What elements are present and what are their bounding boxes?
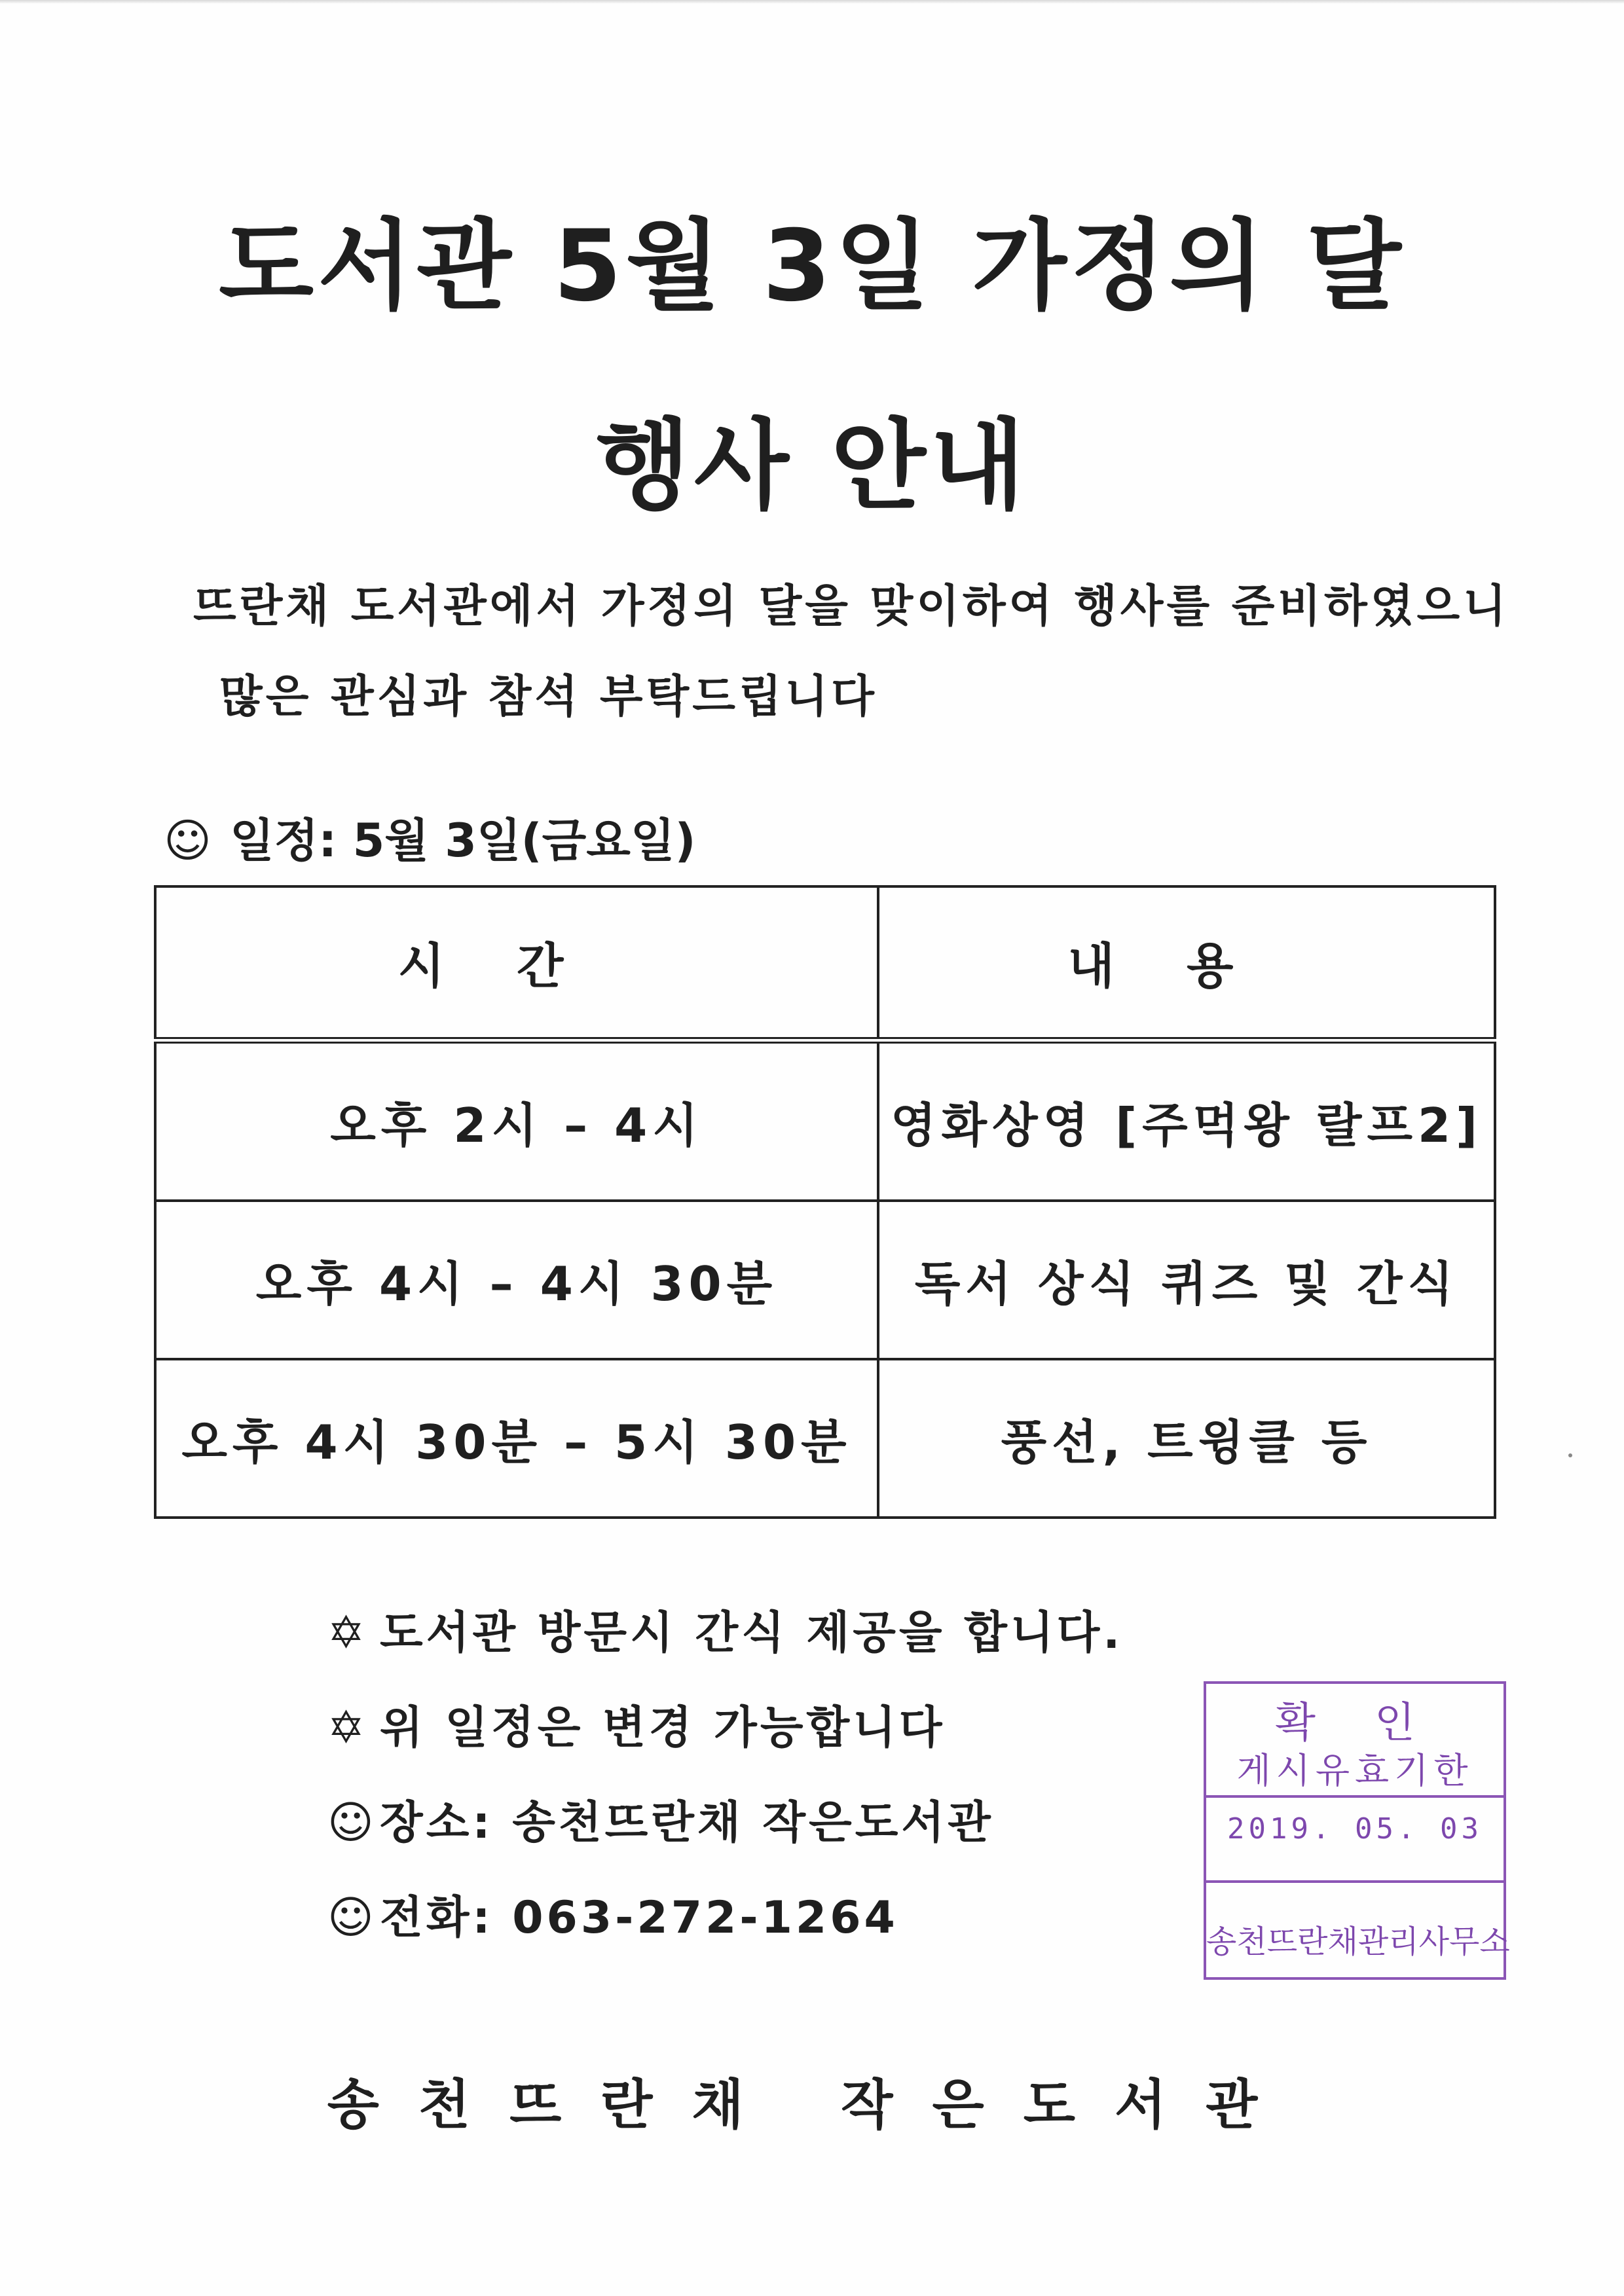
intro-line-1: 뜨란채 도서관에서 가정의 달을 맞이하여 행사를 준비하였으니 <box>193 581 1509 632</box>
scan-speck <box>1568 1453 1572 1457</box>
stamp-divider <box>1206 1795 1504 1798</box>
intro-line-2: 많은 관심과 참석 부탁드립니다 <box>219 671 877 723</box>
event-table <box>154 885 1496 1519</box>
note-text: 전화: 063-272-1264 <box>380 1892 898 1944</box>
title-line-1: 도서관 5월 3일 가정의 달 <box>219 210 1405 323</box>
table-row <box>155 1201 1495 1359</box>
note-snack <box>327 1597 1123 1692</box>
stamp-confirm: 확인 <box>1275 1699 1474 1747</box>
notes-list <box>327 1597 1123 1977</box>
smiley-icon: ☺ <box>327 1797 374 1849</box>
row-3-content: 풍선, 트윙클 등 <box>878 1359 1495 1518</box>
note-location <box>327 1787 1123 1882</box>
star-of-david-icon: ✡ <box>327 1607 365 1659</box>
approval-stamp <box>1204 1681 1510 1980</box>
title-line-2: 행사 안내 <box>595 409 1029 523</box>
star-of-david-icon: ✡ <box>327 1702 365 1754</box>
schedule-line <box>164 804 695 870</box>
header-content: 내용 <box>878 886 1495 1040</box>
scan-edge <box>0 0 1624 4</box>
smiley-icon: ☺ <box>164 814 212 867</box>
stamp-posting-period: 게시유효기한 <box>1236 1750 1473 1791</box>
note-text: 장소: 송천뜨란채 작은도서관 <box>380 1797 994 1849</box>
table-row <box>155 1040 1495 1201</box>
note-phone <box>327 1882 1123 1977</box>
note-schedule-change <box>327 1692 1123 1787</box>
smiley-icon: ☺ <box>327 1892 374 1944</box>
row-3-time: 오후 4시 30분 – 5시 30분 <box>155 1359 878 1518</box>
footer-signature: 송천뜨란채 작은도서관 <box>327 2074 1297 2136</box>
row-1-time: 오후 2시 – 4시 <box>155 1040 878 1201</box>
table-header-row <box>155 886 1495 1040</box>
row-2-content: 독서 상식 퀴즈 및 간식 <box>878 1201 1495 1359</box>
schedule-text: 일정: 5월 3일(금요일) <box>229 814 696 867</box>
header-time: 시간 <box>155 886 878 1040</box>
row-2-time: 오후 4시 – 4시 30분 <box>155 1201 878 1359</box>
note-text: 도서관 방문시 간식 제공을 합니다. <box>380 1607 1124 1659</box>
table-row <box>155 1359 1495 1518</box>
stamp-office: 송천뜨란채관리사무소 <box>1206 1923 1510 1960</box>
stamp-date: 2019. 05. 03 <box>1227 1812 1483 1846</box>
row-1-content: 영화상영 [주먹왕 랄프2] <box>878 1040 1495 1201</box>
note-text: 위 일정은 변경 가능합니다 <box>380 1702 946 1754</box>
stamp-divider <box>1206 1880 1504 1883</box>
